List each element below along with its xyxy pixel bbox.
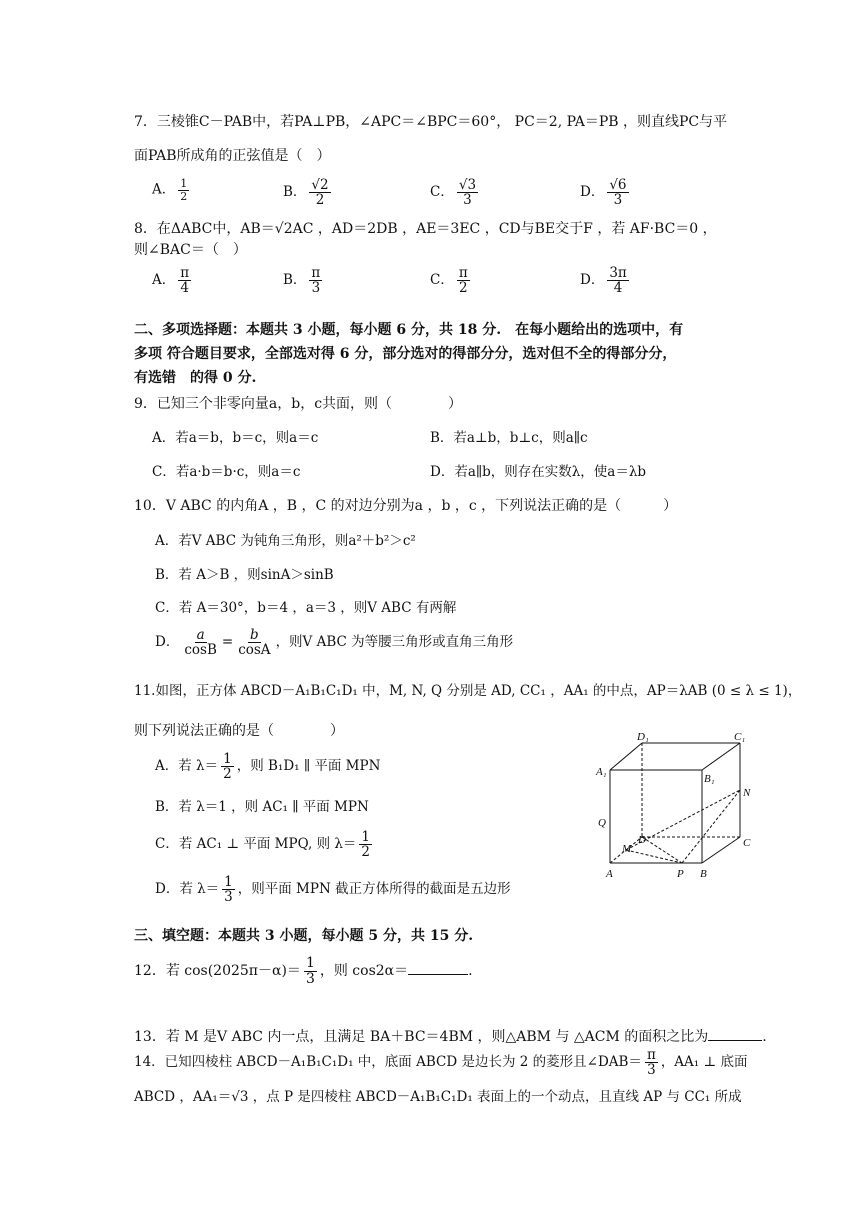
q10-stem: 10．V ABC 的内角A ，B ，C 的对边分别为a ，b ，c ，下列说法正确的是（ ） xyxy=(134,498,678,514)
segment-pn xyxy=(682,790,740,863)
q11-stem-cont: 则下列说法正确的是（ ） xyxy=(134,723,344,739)
segment-mp xyxy=(626,850,682,863)
section3-title: 三、填空题：本题共 3 小题，每小题 5 分，共 15 分. xyxy=(134,928,474,944)
q7-option-d[interactable]: D． $\frac{√6}{3}$ xyxy=(580,177,627,209)
q10-option-b[interactable]: B．若 A＞B ，则sinA＞sinB xyxy=(155,567,334,583)
q10-option-c[interactable]: C．若 A＝30°，b＝4 ，a＝3 ，则V ABC 有两解 xyxy=(155,600,457,616)
q7-option-c[interactable]: C． $\frac{√3}{3}$ xyxy=(430,177,477,209)
q7-stem: 7．三棱锥C－PAB中，若PA⊥PB，∠APC＝∠BPC＝60°， PC＝2, PA＝PB ，则直线PC与平 xyxy=(134,114,728,130)
q8-stem: 8．在ΔABC中，AB＝√2AC ，AD＝2DB ，AE＝3EC ，CD与BE交于F ，若 AF·BC＝0 ， xyxy=(134,221,717,237)
q13-answer-blank[interactable] xyxy=(708,1040,762,1041)
section2-line1: 二、多项选择题：本题共 3 小题，每小题 6 分，共 18 分. 在每小题给出的选项中，有 xyxy=(134,322,684,338)
q10-option-a[interactable]: A．若V ABC 为钝角三角形，则a²＋b²＞c² xyxy=(155,533,416,549)
q9-option-c[interactable]: C．若a·b＝b·c，则a＝c xyxy=(152,464,301,480)
label-p: P xyxy=(677,868,684,880)
q9-option-d[interactable]: D．若a∥b，则存在实数λ，使a＝λb xyxy=(430,464,647,480)
q9-stem: 9．已知三个非零向量a，b，c共面，则（ ） xyxy=(134,396,463,412)
label-d1: D₁ xyxy=(637,731,649,743)
q10-option-d[interactable]: D． $\frac{a}{\cos B}$ = $\frac{b}{\cos A}$ ，则V ABC 为等腰三角形或直角三角形 xyxy=(155,627,514,659)
edge-b1c1 xyxy=(702,743,740,770)
edge-bc xyxy=(702,837,740,863)
label-b: B xyxy=(700,868,707,880)
label-c: C xyxy=(743,837,751,849)
q12-answer-blank[interactable] xyxy=(408,974,468,975)
q12-line: 12．若 cos(2025π－α)＝ $\frac{1}{3}$ ，则 cos2α＝ . xyxy=(134,955,473,987)
label-b1: B₁ xyxy=(704,773,715,785)
q13-line: 13．若 M 是V ABC 内一点，且满足 BA＋BC＝4BM ，则△ABM 与 △ACM 的面积之比为 . xyxy=(134,1029,767,1045)
q9-option-b[interactable]: B．若a⊥b，b⊥c，则a∥c xyxy=(430,430,588,446)
q7-option-b[interactable]: B． $\frac{√2}{2}$ xyxy=(283,177,329,209)
edge-a1d1 xyxy=(610,743,642,770)
label-d: D xyxy=(638,834,646,846)
q11-option-d[interactable]: D．若 λ＝ $\frac{1}{3}$ ，则平面 MPN 截正方体所得的截面是五边形 xyxy=(155,874,511,906)
q11-stem: 11.如图，正方体 ABCD－A₁B₁C₁D₁ 中，M, N, Q 分别是 AD, CC₁ ，AA₁ 的中点，AP＝λAB (0 ≤ λ ≤ 1)， xyxy=(134,683,802,699)
label-a1: A₁ xyxy=(596,766,607,778)
label-m: M xyxy=(622,843,632,855)
section2-line3: 有选错 的得 0 分. xyxy=(134,370,257,386)
q14-line1: 14．已知四棱柱 ABCD－A₁B₁C₁D₁ 中，底面 ABCD 是边长为 2 的菱形且∠DAB＝ $\frac{\pi}{3}$ ，AA₁ ⊥ 底面 xyxy=(134,1047,748,1079)
section2-line2: 多项 符合题目要求，全部选对得 6 分，部分选对的得部分分，选对但不全的得部分分， xyxy=(134,346,677,362)
segment-dp xyxy=(642,837,682,863)
q11-option-b[interactable]: B．若 λ＝1 ，则 AC₁ ∥ 平面 MPN xyxy=(155,799,369,815)
q8-option-c[interactable]: C． $\frac{\pi}{2}$ xyxy=(430,265,468,297)
label-n: N xyxy=(743,787,751,799)
label-q: Q xyxy=(598,817,606,829)
q7-option-a[interactable]: A． $\frac{1}{2}$ xyxy=(152,177,188,203)
q11-option-a[interactable]: A．若 λ＝ $\frac{1}{2}$ ，则 B₁D₁ ∥ 平面 MPN xyxy=(155,751,381,783)
q11-option-c[interactable]: C．若 AC₁ ⊥ 平面 MPQ, 则 λ＝ $\frac{1}{2}$ xyxy=(155,829,371,861)
q9-option-a[interactable]: A．若a＝b，b＝c，则a＝c xyxy=(152,430,319,446)
q8-option-a[interactable]: A． $\frac{\pi}{4}$ xyxy=(152,265,190,297)
q8-stem-cont: 则∠BAC＝（ ） xyxy=(134,242,247,258)
q8-option-d[interactable]: D． $\frac{3\pi}{4}$ xyxy=(580,265,627,297)
q14-line2: ABCD ，AA₁＝√3 ，点 P 是四棱柱 ABCD－A₁B₁C₁D₁ 表面上的一个动点，且直线 AP 与 CC₁ 所成 xyxy=(134,1089,742,1105)
label-a: A xyxy=(606,868,613,880)
cube-figure xyxy=(590,730,770,890)
q7-stem-cont: 面PAB所成角的正弦值是（ ） xyxy=(134,148,331,164)
label-c1: C₁ xyxy=(734,731,746,743)
q8-option-b[interactable]: B． $\frac{\pi}{3}$ xyxy=(283,265,321,297)
